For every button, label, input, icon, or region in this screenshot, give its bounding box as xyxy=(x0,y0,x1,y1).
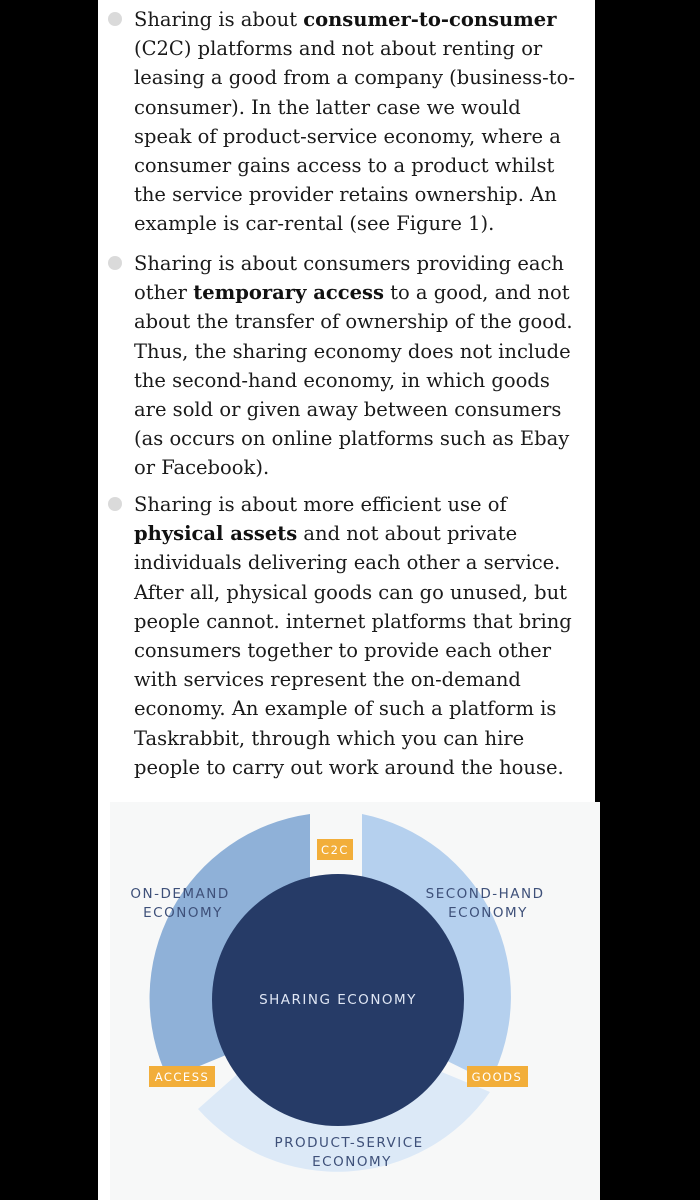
sharing-economy-diagram xyxy=(110,802,600,1200)
article-page xyxy=(98,0,595,1200)
bullet-dot-icon xyxy=(108,256,122,270)
access-tag xyxy=(149,1066,215,1087)
second-hand-label: SECOND-HAND ECONOMY xyxy=(425,886,545,921)
bold-term: physical assets xyxy=(134,522,298,546)
sharing-economy-label: SHARING ECONOMY xyxy=(259,992,417,1008)
bullet-text: Sharing is about consumer-to-consumer (C2C) platforms and not about renting or leasing a good from a company (business-to-consumer). In the latter case we would speak of product-service economy, where a consumer gains access to a product whilst the service provider retains ownership. An example is car-rental (see Figure 1). xyxy=(134,8,575,236)
on-demand-label: ON-DEMAND ECONOMY xyxy=(130,886,230,921)
bold-term: temporary access xyxy=(193,281,384,305)
c2c-tag xyxy=(317,839,353,860)
diagram-svg xyxy=(110,802,600,1200)
bullet-dot-icon xyxy=(108,12,122,26)
bold-term: consumer-to-consumer xyxy=(303,8,557,31)
goods-tag-label: GOODS xyxy=(471,1070,523,1084)
bullet-item-c2c xyxy=(134,5,579,239)
bullet-text: Sharing is about consumers providing each other temporary access to a good, and not about the transfer of ownership of the good. Thus, the sharing economy does not include the second-hand economy, in which goods are sold or given away between consumers (as occurs on online platforms such as Ebay or Facebook). xyxy=(134,252,573,480)
access-tag-label: ACCESS xyxy=(154,1070,210,1084)
bullet-dot-icon xyxy=(108,497,122,511)
goods-tag xyxy=(467,1066,528,1087)
bullet-item-physical-assets xyxy=(134,490,579,782)
product-service-label: PRODUCT-SERVICE ECONOMY xyxy=(274,1135,424,1170)
c2c-tag-label: C2C xyxy=(321,843,349,857)
bullet-text: Sharing is about more efficient use of physical assets and not about private individuals delivering each other a service. After all, physical goods can go unused, but people cannot. internet platforms that bring consumers together to provide each other with services represent the on-demand economy. An example of such a platform is Taskrabbit, through which you can hire people to carry out work around the house. xyxy=(134,493,572,779)
bullet-item-temporary-access xyxy=(134,249,579,483)
